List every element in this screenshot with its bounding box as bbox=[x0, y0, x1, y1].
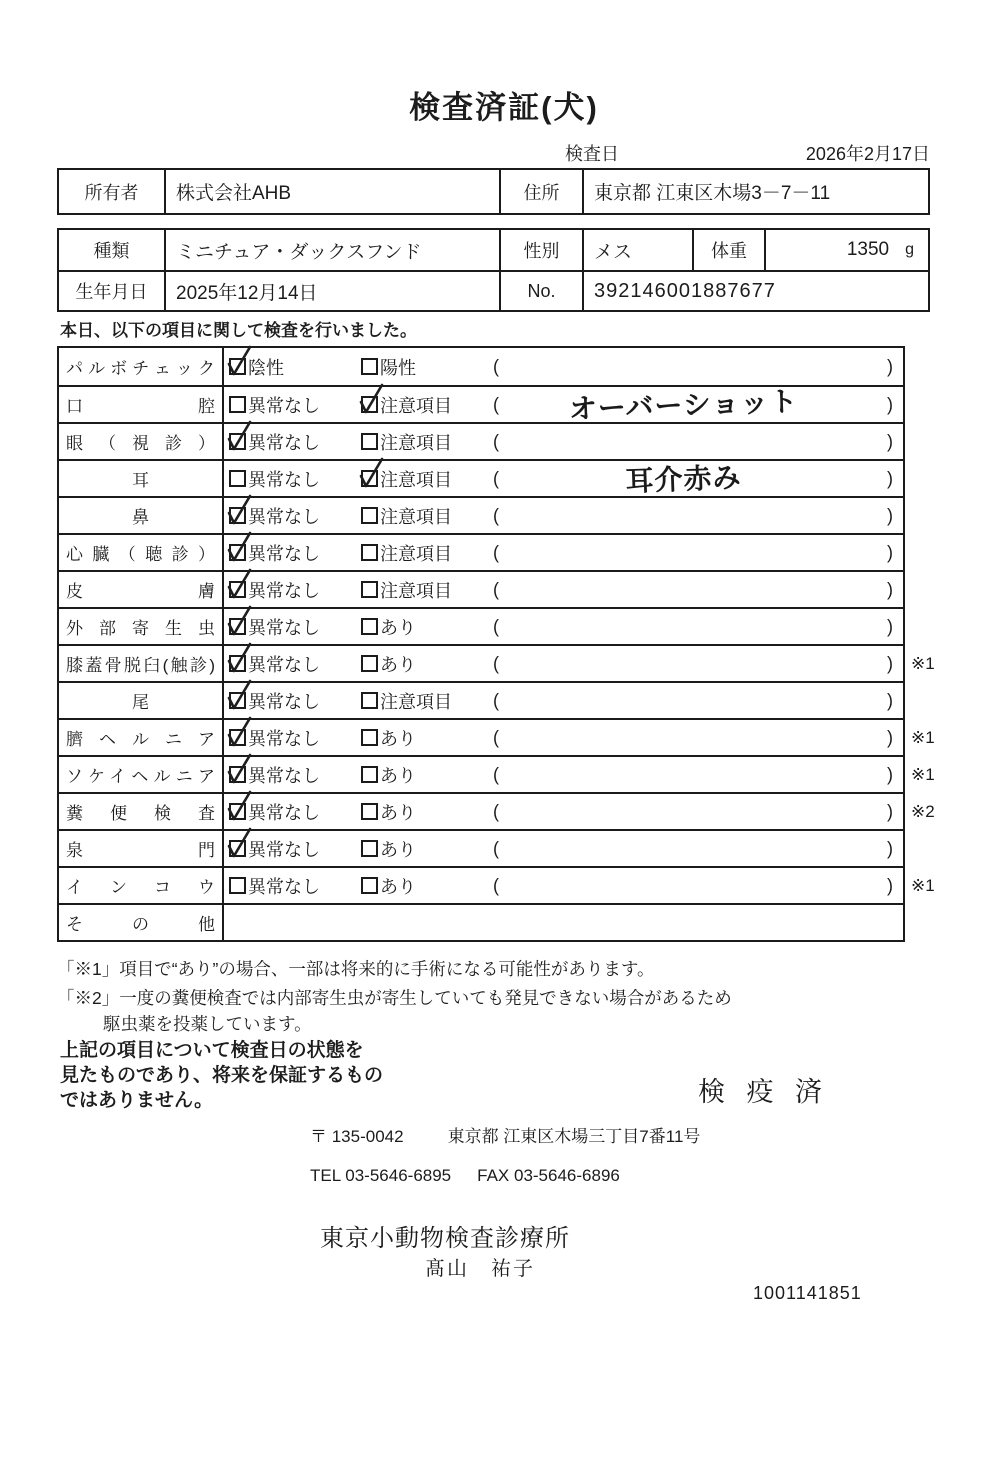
option-1-label: 異常なし bbox=[248, 839, 320, 860]
exam-item-label: 皮膚 bbox=[66, 582, 215, 601]
option-1-checkbox bbox=[229, 729, 246, 746]
weight-value-cell bbox=[764, 230, 928, 270]
option-1 bbox=[229, 651, 320, 677]
animal-table bbox=[57, 228, 930, 312]
owner-label-cell: 所有者 bbox=[84, 182, 139, 203]
paren-close: ) bbox=[887, 468, 893, 488]
option-2-label: あり bbox=[380, 802, 416, 823]
option-1-label: 異常なし bbox=[248, 765, 320, 786]
option-2 bbox=[361, 540, 452, 566]
option-2-checkbox bbox=[361, 877, 378, 894]
clinic-name: 東京小動物検査診療所 bbox=[320, 1225, 570, 1252]
inspection-date-label: 検査日 bbox=[565, 144, 619, 164]
option-1-checkbox bbox=[229, 766, 246, 783]
exam-row bbox=[59, 570, 903, 607]
weight-value: 1350 bbox=[846, 239, 890, 260]
birth-value-cell: 2025年12月14日 bbox=[164, 270, 499, 310]
option-2-checkbox bbox=[361, 618, 378, 635]
checkmark-icon bbox=[226, 716, 253, 749]
option-2-checkbox bbox=[361, 729, 378, 746]
option-2 bbox=[361, 354, 416, 380]
handwritten-note bbox=[509, 731, 858, 743]
handwritten-note bbox=[509, 842, 858, 854]
owner-table bbox=[57, 168, 930, 215]
paren-close: ) bbox=[887, 356, 893, 376]
option-1 bbox=[229, 873, 320, 899]
breed-label-cell: 種類 bbox=[93, 241, 130, 261]
paren-close: ) bbox=[887, 801, 893, 821]
option-1 bbox=[229, 725, 320, 751]
option-1-label: 異常なし bbox=[248, 617, 320, 638]
clinic-phone-row bbox=[310, 1166, 620, 1186]
handwritten-note bbox=[509, 360, 858, 372]
page-title: 検査済証(犬) bbox=[409, 90, 599, 125]
option-1-label: 異常なし bbox=[248, 876, 320, 897]
option-1-label: 異常なし bbox=[248, 728, 320, 749]
inspection-date-row bbox=[565, 140, 930, 166]
option-2 bbox=[361, 429, 452, 455]
option-1-label: 異常なし bbox=[248, 802, 320, 823]
paren-close: ) bbox=[887, 727, 893, 747]
option-1 bbox=[229, 836, 320, 862]
option-2-checkbox bbox=[361, 840, 378, 857]
breed-value-cell: ミニチュア・ダックスフンド bbox=[164, 230, 499, 270]
option-2-checkbox bbox=[361, 692, 378, 709]
option-2-label: 注意項目 bbox=[380, 691, 452, 712]
option-2 bbox=[361, 392, 452, 418]
paren-close: ) bbox=[887, 542, 893, 562]
reference-mark: ※1 bbox=[911, 727, 935, 747]
handwritten-note bbox=[509, 768, 858, 780]
option-2-checkbox bbox=[361, 507, 378, 524]
address-value-cell: 東京都 江東区木場3－7－11 bbox=[582, 170, 928, 213]
paren-open: ( bbox=[493, 431, 499, 451]
option-1-label: 異常なし bbox=[248, 580, 320, 601]
option-2-label: あり bbox=[380, 617, 416, 638]
no-value-cell: 392146001887677 bbox=[582, 270, 928, 310]
exam-item-label: 臍ヘルニア bbox=[66, 730, 215, 749]
handwritten-note: オーバーショット bbox=[568, 385, 799, 425]
option-1-checkbox bbox=[229, 581, 246, 598]
option-2-label: 注意項目 bbox=[380, 432, 452, 453]
sex-value-cell: メス bbox=[582, 230, 692, 270]
option-2-label: 注意項目 bbox=[380, 395, 452, 416]
exam-item-label: 外部寄生虫 bbox=[66, 619, 215, 638]
paren-close: ) bbox=[887, 579, 893, 599]
handwritten-note bbox=[509, 583, 858, 595]
paren-open: ( bbox=[493, 542, 499, 562]
exam-row bbox=[59, 866, 935, 903]
exam-item-label: ソケイヘルニア bbox=[66, 767, 215, 786]
option-1 bbox=[229, 466, 320, 492]
weight-label-cell: 体重 bbox=[692, 230, 764, 270]
exam-item-label: 泉門 bbox=[66, 841, 215, 860]
paren-close: ) bbox=[887, 431, 893, 451]
option-1 bbox=[229, 354, 284, 380]
option-2 bbox=[361, 503, 452, 529]
exam-item-label: 耳 bbox=[132, 471, 149, 490]
paren-open: ( bbox=[493, 505, 499, 525]
option-2-checkbox bbox=[361, 766, 378, 783]
footnote-1: 「※1」項目で“あり”の場合、一部は将来的に手術になる可能性があります。 bbox=[57, 959, 655, 979]
option-2-label: 注意項目 bbox=[380, 469, 452, 490]
footnote-2-line-2: 駆虫薬を投薬しています。 bbox=[103, 1014, 312, 1034]
option-2 bbox=[361, 577, 452, 603]
option-2 bbox=[361, 799, 416, 825]
checkmark-icon bbox=[226, 679, 253, 712]
disclaimer-line-2: 見たものであり、将来を保証するもの bbox=[60, 1065, 384, 1086]
option-1-checkbox bbox=[229, 358, 246, 375]
option-1-checkbox bbox=[229, 803, 246, 820]
reference-mark: ※2 bbox=[911, 801, 935, 821]
handwritten-note bbox=[509, 657, 858, 669]
paren-close: ) bbox=[887, 653, 893, 673]
option-1 bbox=[229, 503, 320, 529]
checkmark-icon bbox=[226, 642, 253, 675]
paren-close: ) bbox=[887, 764, 893, 784]
exam-row bbox=[59, 718, 935, 755]
option-2-checkbox bbox=[361, 396, 378, 413]
paren-close: ) bbox=[887, 690, 893, 710]
paren-close: ) bbox=[887, 616, 893, 636]
option-2 bbox=[361, 836, 416, 862]
exam-row bbox=[59, 533, 903, 570]
handwritten-note bbox=[509, 435, 858, 447]
clinic-address-row bbox=[310, 1122, 700, 1147]
disclaimer-text bbox=[60, 1038, 383, 1113]
paren-open: ( bbox=[493, 394, 499, 414]
clinic-address: 東京都 江東区木場三丁目7番11号 bbox=[447, 1127, 701, 1146]
option-2 bbox=[361, 651, 416, 677]
exam-row bbox=[59, 903, 903, 940]
exam-row bbox=[59, 681, 903, 718]
option-1-label: 異常なし bbox=[248, 654, 320, 675]
exam-item-label: 尾 bbox=[132, 693, 149, 712]
option-1 bbox=[229, 540, 320, 566]
option-1-label: 異常なし bbox=[248, 432, 320, 453]
option-2-checkbox bbox=[361, 358, 378, 375]
footnote-2-line-1: 「※2」一度の糞便検査では内部寄生虫が寄生していても発見できない場合があるため bbox=[57, 988, 732, 1008]
exam-item-label: 膝蓋骨脱臼(触診) bbox=[66, 656, 215, 675]
exam-item-label: 心臓（聴診） bbox=[66, 545, 215, 564]
handwritten-note bbox=[509, 694, 858, 706]
address-label-cell: 住所 bbox=[499, 170, 582, 213]
exam-item-label: インコウ bbox=[66, 878, 215, 897]
disclaimer-line-3: ではありません。 bbox=[60, 1090, 214, 1111]
inspection-date-value: 2026年2月17日 bbox=[805, 144, 930, 164]
postal-code: 〒 135-0042 bbox=[310, 1127, 404, 1146]
exam-row bbox=[59, 496, 903, 533]
exam-item-label: その他 bbox=[66, 915, 215, 934]
option-1-checkbox bbox=[229, 618, 246, 635]
checkmark-icon bbox=[358, 383, 385, 416]
option-1-label: 異常なし bbox=[248, 506, 320, 527]
option-1-label: 異常なし bbox=[248, 469, 320, 490]
option-1-checkbox bbox=[229, 544, 246, 561]
intro-text: 本日、以下の項目に関して検査を行いました。 bbox=[60, 321, 417, 340]
veterinarian-name: 髙山 祐子 bbox=[425, 1258, 535, 1280]
handwritten-note bbox=[509, 509, 858, 521]
option-2-label: あり bbox=[380, 876, 416, 897]
checkmark-icon bbox=[226, 494, 253, 527]
option-2-label: あり bbox=[380, 654, 416, 675]
option-2-checkbox bbox=[361, 470, 378, 487]
paren-close: ) bbox=[887, 875, 893, 895]
option-2 bbox=[361, 762, 416, 788]
option-1 bbox=[229, 614, 320, 640]
paren-open: ( bbox=[493, 356, 499, 376]
checkmark-icon bbox=[226, 827, 253, 860]
option-2-label: 陽性 bbox=[380, 357, 416, 378]
checkup-table bbox=[57, 346, 935, 942]
option-2-checkbox bbox=[361, 803, 378, 820]
paren-close: ) bbox=[887, 838, 893, 858]
option-1-checkbox bbox=[229, 877, 246, 894]
paren-open: ( bbox=[493, 690, 499, 710]
exam-row bbox=[59, 422, 903, 459]
exam-row bbox=[59, 829, 903, 866]
option-2-label: 注意項目 bbox=[380, 580, 452, 601]
exam-item-label: 口腔 bbox=[66, 397, 215, 416]
reference-mark: ※1 bbox=[911, 875, 935, 895]
checkmark-icon bbox=[226, 790, 253, 823]
exam-row bbox=[59, 348, 903, 385]
option-1 bbox=[229, 799, 320, 825]
checkmark-icon bbox=[226, 531, 253, 564]
no-label-cell: No. bbox=[499, 270, 582, 310]
quarantine-passed-stamp: 検 疫 済 bbox=[698, 1077, 830, 1107]
option-1-checkbox bbox=[229, 433, 246, 450]
option-2-checkbox bbox=[361, 433, 378, 450]
option-2-checkbox bbox=[361, 544, 378, 561]
paren-open: ( bbox=[493, 616, 499, 636]
exam-row bbox=[59, 459, 903, 496]
owner-value-cell: 株式会社AHB bbox=[164, 170, 499, 213]
option-1-label: 異常なし bbox=[248, 395, 320, 416]
reference-mark: ※1 bbox=[911, 764, 935, 784]
fax-number: FAX 03-5646-6896 bbox=[477, 1166, 620, 1185]
paren-open: ( bbox=[493, 838, 499, 858]
footnotes bbox=[57, 956, 732, 1037]
option-1 bbox=[229, 577, 320, 603]
option-2-checkbox bbox=[361, 581, 378, 598]
paren-close: ) bbox=[887, 505, 893, 525]
reference-mark: ※1 bbox=[911, 653, 935, 673]
handwritten-note bbox=[509, 620, 858, 632]
paren-open: ( bbox=[493, 653, 499, 673]
option-1-label: 異常なし bbox=[248, 691, 320, 712]
checkmark-icon bbox=[226, 753, 253, 786]
checkmark-icon bbox=[226, 345, 253, 378]
option-2 bbox=[361, 466, 452, 492]
option-1-checkbox bbox=[229, 470, 246, 487]
option-1-checkbox bbox=[229, 692, 246, 709]
handwritten-note: 耳介赤み bbox=[625, 461, 743, 497]
option-2-label: あり bbox=[380, 728, 416, 749]
option-1 bbox=[229, 762, 320, 788]
option-2 bbox=[361, 873, 416, 899]
disclaimer-line-1: 上記の項目について検査日の状態を bbox=[60, 1040, 364, 1061]
option-1-checkbox bbox=[229, 507, 246, 524]
option-1-label: 異常なし bbox=[248, 543, 320, 564]
option-2-label: あり bbox=[380, 765, 416, 786]
exam-item-label: 眼（視診） bbox=[66, 434, 215, 453]
option-1-checkbox bbox=[229, 840, 246, 857]
option-1-checkbox bbox=[229, 396, 246, 413]
serial-number: 1001141851 bbox=[753, 1283, 862, 1303]
birth-label-cell: 生年月日 bbox=[59, 270, 164, 310]
option-2-label: 注意項目 bbox=[380, 506, 452, 527]
exam-item-label: パルボチェック bbox=[66, 359, 215, 378]
checkmark-icon bbox=[226, 420, 253, 453]
option-2-label: 注意項目 bbox=[380, 543, 452, 564]
exam-row bbox=[59, 385, 903, 425]
tel-number: TEL 03-5646-6895 bbox=[310, 1166, 452, 1185]
paren-open: ( bbox=[493, 727, 499, 747]
handwritten-note bbox=[509, 546, 858, 558]
paren-close: ) bbox=[887, 394, 893, 414]
handwritten-note bbox=[509, 805, 858, 817]
exam-row bbox=[59, 607, 903, 644]
option-2-checkbox bbox=[361, 655, 378, 672]
exam-item-label: 鼻 bbox=[132, 508, 149, 527]
checkmark-icon bbox=[226, 605, 253, 638]
sex-label-cell: 性別 bbox=[499, 230, 582, 270]
option-2 bbox=[361, 725, 416, 751]
option-1 bbox=[229, 688, 320, 714]
option-1 bbox=[229, 429, 320, 455]
exam-row bbox=[59, 792, 935, 829]
paren-open: ( bbox=[493, 875, 499, 895]
checkmark-icon bbox=[358, 457, 385, 490]
paren-open: ( bbox=[493, 801, 499, 821]
handwritten-note bbox=[509, 879, 858, 891]
paren-open: ( bbox=[493, 468, 499, 488]
paren-open: ( bbox=[493, 764, 499, 784]
option-2 bbox=[361, 688, 452, 714]
exam-item-label: 糞便検査 bbox=[66, 804, 215, 823]
option-1 bbox=[229, 392, 320, 418]
exam-row bbox=[59, 644, 935, 681]
paren-open: ( bbox=[493, 579, 499, 599]
exam-row bbox=[59, 755, 935, 792]
checkmark-icon bbox=[226, 568, 253, 601]
option-2-label: あり bbox=[380, 839, 416, 860]
option-2 bbox=[361, 614, 416, 640]
option-1-label: 陰性 bbox=[248, 357, 284, 378]
option-1-checkbox bbox=[229, 655, 246, 672]
weight-unit: g bbox=[905, 241, 914, 258]
